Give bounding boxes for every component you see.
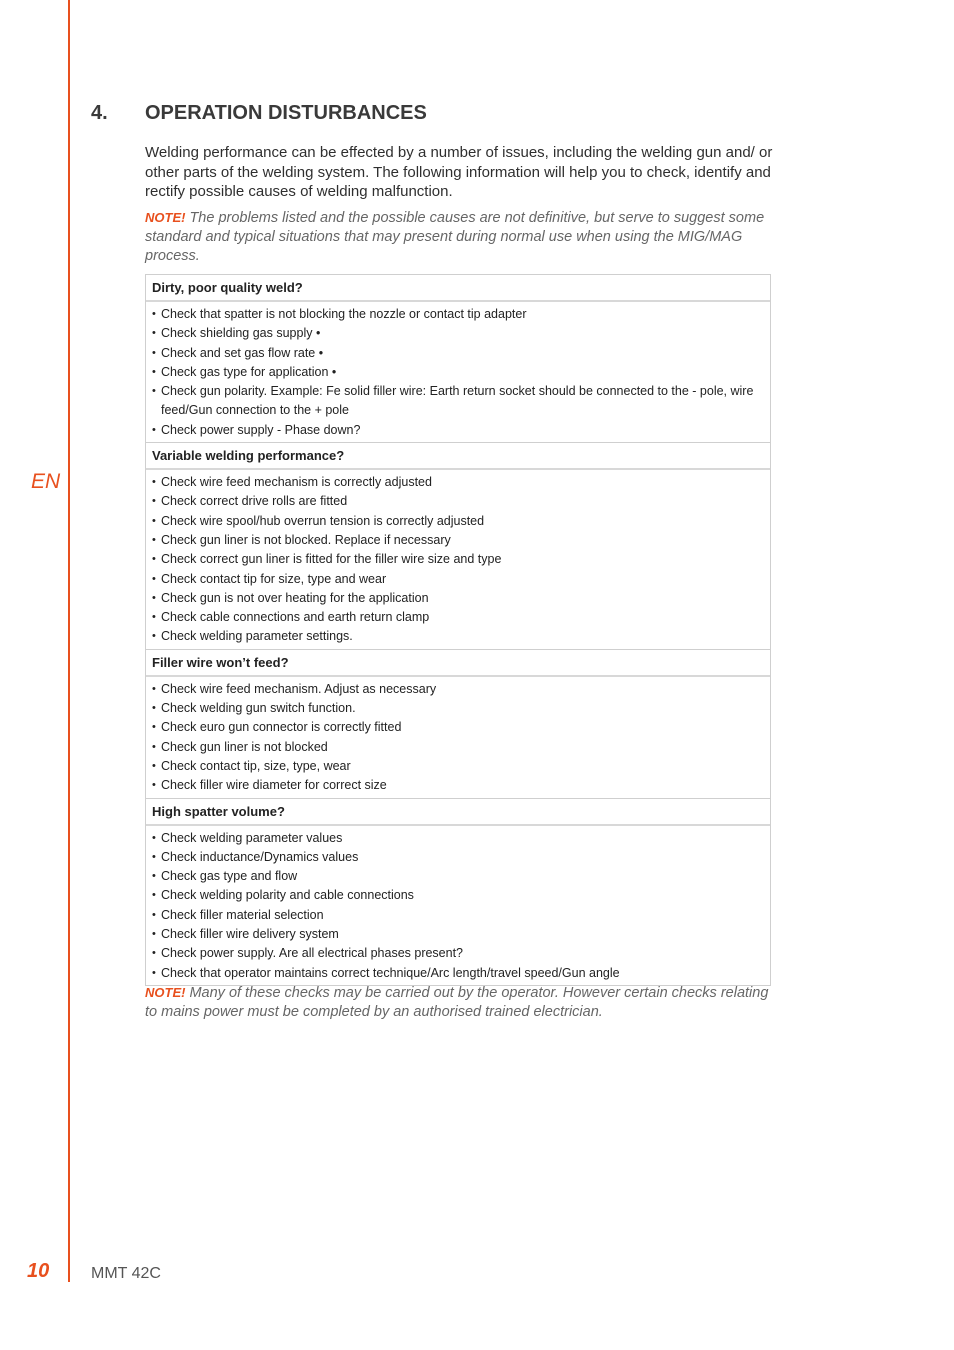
section-number: 4.	[91, 102, 108, 124]
list-item: • Check wire feed mechanism is correctly adjusted	[161, 473, 770, 492]
language-marker: EN	[31, 470, 61, 493]
intro-paragraph: Welding performance can be effected by a number of issues, including the welding gun and/ or other parts of the welding system. The following information will help you to check, identify and rectify possible causes of welding malfunction.	[145, 144, 773, 200]
group-high-spatter	[146, 798, 770, 985]
note-tag: NOTE!	[145, 210, 186, 225]
note-text: Many of these checks may be carried out by the operator. However certain checks relating to mains power must be completed by an authorised trained electrician.	[145, 985, 769, 1020]
list-item: • Check gas type for application •	[161, 363, 770, 382]
check-list	[146, 470, 770, 649]
group-wire-wont-feed	[146, 649, 770, 798]
note-text: The problems listed and the possible causes are not definitive, but serve to suggest some standard and typical situations that may present during normal use when using the MIG/MAG process.	[145, 210, 765, 264]
group-title: High spatter volume?	[146, 798, 770, 826]
group-title: Filler wire won’t feed?	[146, 649, 770, 677]
group-title: Variable welding performance?	[146, 442, 770, 470]
list-item: • Check power supply. Are all electrical phases present?	[161, 944, 770, 963]
list-item: • Check euro gun connector is correctly fitted	[161, 718, 770, 737]
list-item: • Check welding polarity and cable connections	[161, 886, 770, 905]
list-item: • Check shielding gas supply •	[161, 324, 770, 343]
list-item: • Check contact tip, size, type, wear	[161, 757, 770, 776]
list-item: • Check gun liner is not blocked	[161, 738, 770, 757]
list-item: • Check welding parameter settings.	[161, 627, 770, 646]
list-item: • Check welding gun switch function.	[161, 699, 770, 718]
list-item: • Check and set gas flow rate •	[161, 344, 770, 363]
note-bottom	[145, 983, 775, 1022]
list-item: • Check power supply - Phase down?	[161, 421, 770, 440]
list-item: • Check gun polarity. Example: Fe solid filler wire: Earth return socket should be connected to the - pole, wire feed/Gun connection to the + pole	[161, 382, 770, 421]
troubleshooting-table	[145, 274, 771, 986]
list-item: • Check gun is not over heating for the application	[161, 589, 770, 608]
list-item: • Check cable connections and earth return clamp	[161, 608, 770, 627]
list-item: • Check filler wire delivery system	[161, 925, 770, 944]
group-title: Dirty, poor quality weld?	[146, 275, 770, 302]
check-list	[146, 677, 770, 798]
list-item: • Check gas type and flow	[161, 867, 770, 886]
note-tag: NOTE!	[145, 985, 186, 1000]
list-item: • Check correct gun liner is fitted for the filler wire size and type	[161, 550, 770, 569]
list-item: • Check that operator maintains correct technique/Arc length/travel speed/Gun angle	[161, 964, 770, 983]
margin-rule	[68, 0, 70, 1282]
group-variable-performance	[146, 442, 770, 649]
list-item: • Check correct drive rolls are fitted	[161, 492, 770, 511]
page-number: 10	[27, 1260, 50, 1282]
model-name: MMT 42C	[91, 1265, 161, 1282]
list-item: • Check inductance/Dynamics values	[161, 848, 770, 867]
list-item: • Check filler wire diameter for correct size	[161, 776, 770, 795]
list-item: • Check wire feed mechanism. Adjust as necessary	[161, 680, 770, 699]
list-item: • Check welding parameter values	[161, 829, 770, 848]
list-item: • Check contact tip for size, type and wear	[161, 570, 770, 589]
group-dirty-weld	[146, 275, 770, 442]
list-item: • Check that spatter is not blocking the nozzle or contact tip adapter	[161, 305, 770, 324]
list-item: • Check wire spool/hub overrun tension is correctly adjusted	[161, 512, 770, 531]
check-list	[146, 826, 770, 985]
list-item: • Check filler material selection	[161, 906, 770, 925]
section-title: OPERATION DISTURBANCES	[145, 102, 427, 124]
list-item: • Check gun liner is not blocked. Replace if necessary	[161, 531, 770, 550]
note-top	[145, 208, 775, 266]
check-list	[146, 302, 770, 442]
